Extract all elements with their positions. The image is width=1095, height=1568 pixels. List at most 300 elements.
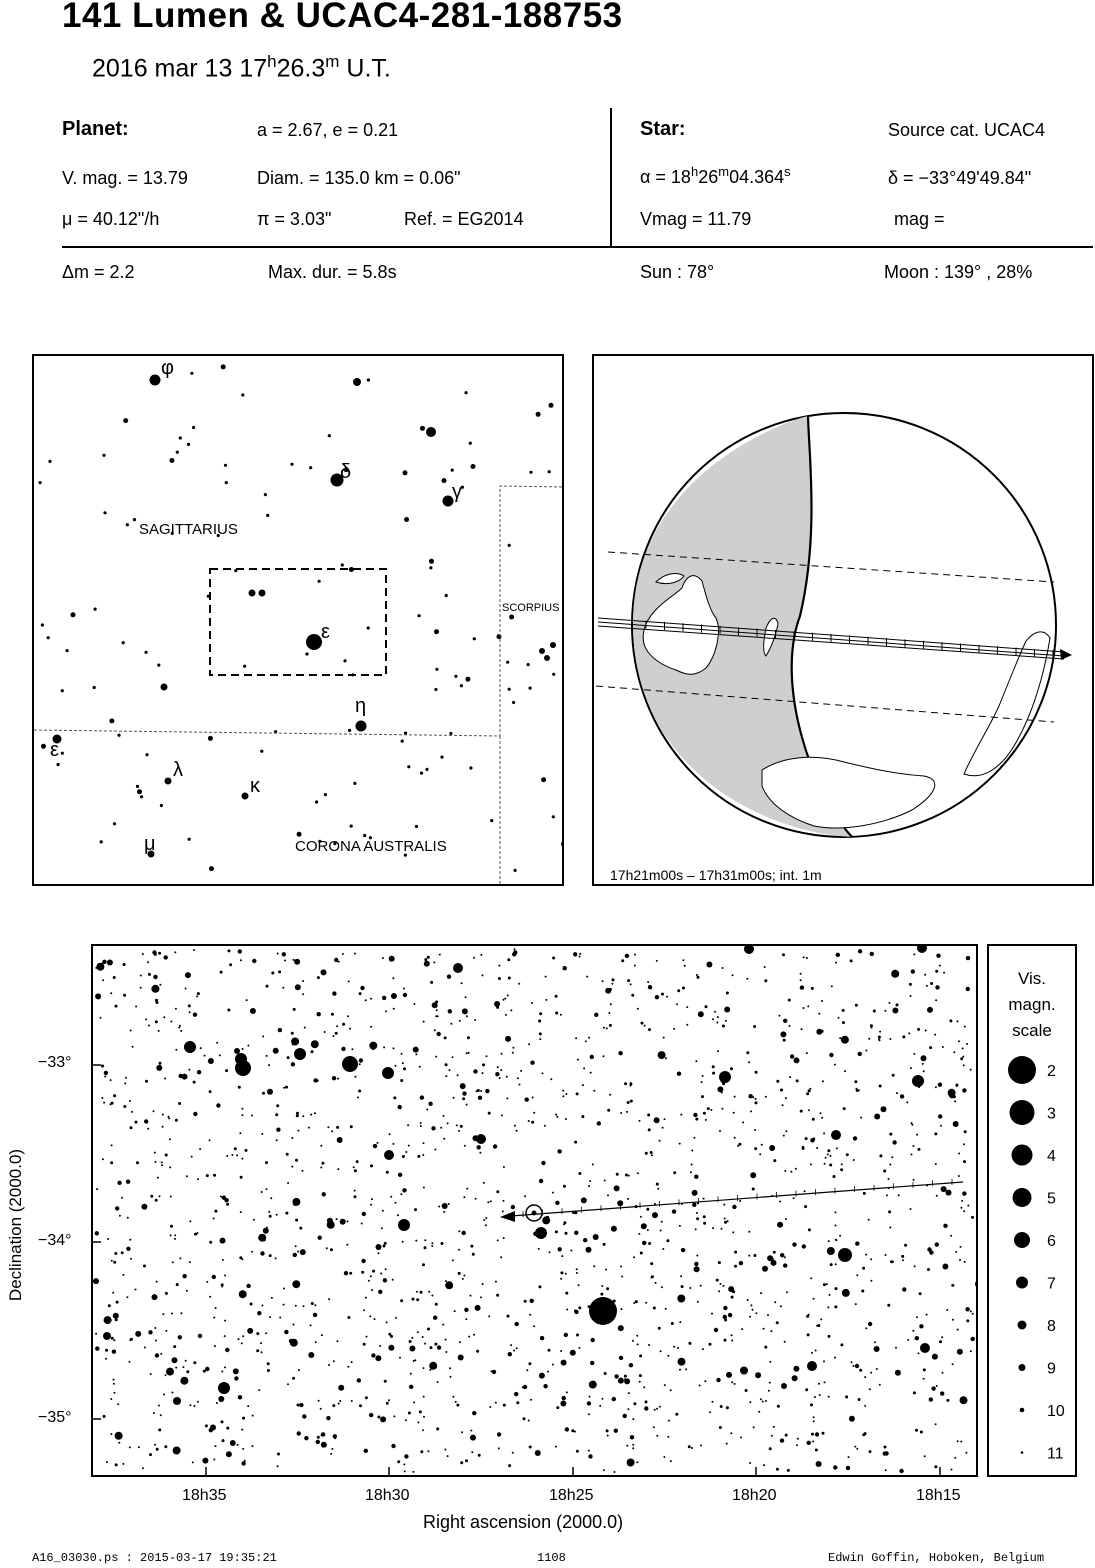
field-star — [859, 1369, 862, 1372]
finder-star — [100, 840, 103, 843]
field-star — [434, 1029, 436, 1031]
field-star — [422, 1263, 425, 1266]
field-star — [654, 1409, 656, 1411]
legend-dot-mag-11 — [1021, 1451, 1024, 1454]
field-star — [841, 1163, 843, 1165]
field-star — [498, 965, 500, 967]
finder-star — [208, 736, 213, 741]
field-star — [153, 1110, 155, 1112]
field-star — [581, 1115, 584, 1118]
field-star — [180, 1030, 182, 1032]
field-star — [918, 1086, 920, 1088]
field-star — [445, 1063, 448, 1066]
field-star — [420, 1122, 422, 1124]
field-star — [308, 1352, 314, 1358]
field-star — [437, 1381, 439, 1383]
finder-star — [348, 729, 351, 732]
field-star — [886, 1194, 888, 1196]
field-star — [664, 1384, 666, 1386]
field-star — [661, 993, 664, 996]
field-star — [380, 1273, 382, 1275]
field-star — [790, 1171, 792, 1173]
field-star — [353, 1166, 355, 1168]
finder-star — [465, 677, 470, 682]
field-star — [160, 1353, 162, 1355]
field-star — [571, 1429, 574, 1432]
field-star — [213, 1174, 216, 1177]
field-star — [209, 1139, 211, 1141]
field-star — [224, 1320, 226, 1322]
field-star — [865, 1327, 867, 1329]
field-star — [196, 995, 198, 997]
field-star — [471, 1451, 473, 1453]
field-star — [340, 1219, 346, 1225]
field-star — [578, 1172, 581, 1175]
field-star — [846, 1397, 848, 1399]
field-star — [182, 1074, 188, 1080]
field-star — [626, 1445, 628, 1447]
field-star — [793, 1197, 795, 1199]
field-star — [245, 1149, 248, 1152]
field-star — [966, 1319, 969, 1322]
field-star — [266, 1055, 268, 1057]
finder-star — [48, 460, 51, 463]
field-star — [590, 1361, 594, 1365]
field-star — [344, 1271, 348, 1275]
field-star — [667, 1355, 669, 1357]
field-star — [258, 1234, 266, 1242]
finder-star — [145, 753, 148, 756]
field-star — [694, 1266, 700, 1272]
field-star — [648, 985, 652, 989]
field-star — [940, 1125, 942, 1127]
field-star — [169, 1138, 171, 1140]
field-star — [901, 1255, 904, 1258]
field-star — [639, 1120, 641, 1122]
x-tick-18h20: 18h20 — [732, 1487, 777, 1504]
field-star — [176, 1283, 179, 1286]
field-star — [336, 1218, 338, 1220]
field-star — [538, 1020, 541, 1023]
field-star — [145, 1018, 147, 1020]
finder-star — [508, 544, 511, 547]
field-star — [443, 1211, 445, 1213]
field-star — [555, 1446, 557, 1448]
field-star — [975, 1280, 976, 1288]
field-star — [721, 1079, 725, 1083]
finder-star — [353, 378, 361, 386]
field-star — [783, 1135, 785, 1137]
field-star — [174, 1234, 176, 1236]
globe-panel — [592, 354, 1094, 886]
field-star — [424, 961, 430, 967]
field-star — [686, 1006, 688, 1008]
finder-star — [140, 795, 143, 798]
field-star — [607, 1109, 610, 1112]
field-star — [560, 1278, 562, 1280]
field-star — [648, 1028, 651, 1031]
field-star — [964, 1130, 967, 1133]
field-star — [268, 1211, 270, 1213]
field-star — [442, 1203, 448, 1209]
field-star — [422, 1429, 424, 1431]
field-star — [717, 1016, 719, 1018]
field-star — [946, 1190, 952, 1196]
field-star — [321, 969, 327, 975]
field-star — [911, 1124, 913, 1126]
field-star — [634, 954, 636, 956]
field-star — [423, 1142, 425, 1144]
field-star — [238, 1395, 242, 1399]
field-star — [216, 1103, 220, 1107]
greek-label-kappa: κ — [250, 775, 260, 797]
field-star — [513, 950, 517, 954]
field-star — [148, 973, 151, 976]
field-star — [935, 1086, 937, 1088]
field-star — [470, 1295, 472, 1297]
field-star — [780, 1031, 786, 1037]
field-star — [955, 1084, 958, 1087]
field-star — [589, 1396, 591, 1398]
field-star — [518, 983, 520, 985]
legend-dot-mag-5 — [1013, 1188, 1032, 1207]
field-star — [445, 1281, 453, 1289]
field-star — [433, 1316, 437, 1320]
field-star — [185, 972, 191, 978]
finder-star — [209, 866, 214, 871]
field-star — [881, 1106, 887, 1112]
constellation-sagittarius: SAGITTARIUS — [139, 521, 238, 538]
field-star — [630, 983, 632, 985]
field-star — [444, 1449, 446, 1451]
field-star — [733, 1112, 735, 1114]
field-star — [694, 1175, 698, 1179]
field-star — [576, 1092, 579, 1095]
field-star — [359, 992, 362, 995]
field-star — [470, 1245, 473, 1248]
field-star — [721, 1108, 723, 1110]
field-star — [291, 1166, 293, 1168]
field-star — [808, 1109, 810, 1111]
field-star — [552, 957, 555, 960]
field-star — [695, 1228, 697, 1230]
field-star — [631, 994, 634, 997]
greek-label-epsilon: ε — [321, 621, 330, 643]
legend-label-mag-8: 8 — [1047, 1318, 1056, 1335]
field-star — [285, 1212, 288, 1215]
field-star — [800, 973, 802, 975]
field-star — [806, 1315, 809, 1318]
field-star — [712, 1227, 714, 1229]
field-star — [241, 1108, 243, 1110]
field-star — [560, 1014, 562, 1016]
field-star — [810, 1163, 812, 1165]
finder-star — [109, 718, 114, 723]
field-star — [197, 992, 200, 995]
field-star — [851, 1361, 853, 1363]
field-star — [391, 993, 397, 999]
field-star — [650, 1262, 653, 1265]
field-star — [380, 1416, 386, 1422]
field-star — [935, 985, 939, 989]
finder-star — [57, 763, 60, 766]
field-star — [141, 1204, 147, 1210]
field-star — [656, 1408, 658, 1410]
finder-star — [224, 464, 227, 467]
field-star — [951, 1284, 954, 1287]
field-star — [804, 1190, 806, 1192]
field-star — [273, 1048, 279, 1054]
field-star — [391, 1444, 395, 1448]
field-star — [773, 1426, 775, 1428]
field-star — [449, 1367, 451, 1369]
field-star — [601, 1285, 603, 1287]
field-star — [189, 1220, 191, 1222]
field-star — [768, 1390, 770, 1392]
field-star — [753, 1426, 755, 1428]
field-star — [356, 1160, 359, 1163]
field-star — [785, 1097, 787, 1099]
field-star — [375, 1355, 381, 1361]
field-star — [685, 1368, 687, 1370]
y-tick-35: −35° — [38, 1409, 72, 1426]
field-star — [574, 1431, 576, 1433]
field-star — [224, 1275, 226, 1277]
field-star — [835, 1239, 837, 1241]
finder-star — [137, 789, 142, 794]
field-star — [556, 1116, 558, 1118]
field-star — [103, 1415, 106, 1418]
field-star — [754, 1129, 756, 1131]
field-star — [442, 1324, 444, 1326]
field-star — [793, 1366, 799, 1372]
field-star — [616, 1173, 619, 1176]
finder-star — [469, 766, 472, 769]
field-star — [478, 1454, 481, 1457]
field-star — [308, 1127, 310, 1129]
finder-star — [451, 469, 454, 472]
field-star — [437, 1015, 439, 1017]
field-star — [278, 1028, 282, 1032]
field-star — [115, 1206, 119, 1210]
field-star — [317, 1436, 320, 1439]
field-star — [403, 1067, 406, 1070]
field-star — [783, 1019, 787, 1023]
field-star — [765, 1096, 767, 1098]
field-star — [810, 1403, 813, 1406]
field-star — [706, 962, 712, 968]
field-star — [382, 957, 384, 959]
field-star — [140, 975, 142, 977]
field-star — [170, 1196, 172, 1198]
finder-star — [544, 655, 550, 661]
field-star — [389, 956, 395, 962]
field-star — [929, 1046, 932, 1049]
field-star — [779, 1201, 781, 1203]
field-star — [400, 1079, 403, 1082]
field-star — [235, 1053, 247, 1065]
field-star — [361, 1223, 363, 1225]
field-star — [131, 1111, 133, 1113]
legend-dot-mag-8 — [1018, 1321, 1027, 1330]
field-star — [750, 1172, 756, 1178]
field-star — [665, 1057, 667, 1059]
field-star — [378, 1252, 380, 1254]
finder-star — [306, 634, 322, 650]
field-star — [320, 1167, 322, 1169]
field-star — [926, 1314, 928, 1316]
field-star — [574, 1231, 578, 1235]
finder-star — [94, 608, 97, 611]
field-star — [966, 1043, 968, 1045]
footer-author: Edwin Goffin, Hoboken, Belgium — [828, 1551, 1045, 1565]
field-star — [461, 982, 463, 984]
finder-star — [343, 659, 346, 662]
field-star — [149, 1453, 152, 1456]
field-star — [464, 1145, 466, 1147]
field-star — [712, 1065, 715, 1068]
finder-star — [61, 752, 64, 755]
field-star — [528, 1362, 531, 1365]
field-star — [445, 1351, 447, 1353]
field-star — [641, 1223, 647, 1229]
field-star — [935, 999, 937, 1001]
legend-label-mag-2: 2 — [1047, 1063, 1056, 1080]
field-star — [693, 1137, 695, 1139]
field-star — [691, 1447, 693, 1449]
field-star — [796, 1079, 799, 1082]
field-star — [486, 1055, 488, 1057]
field-star — [606, 1027, 608, 1029]
field-star — [853, 1365, 855, 1367]
legend-items — [1008, 1056, 1065, 1463]
field-star — [542, 1072, 544, 1074]
field-star — [384, 1150, 394, 1160]
field-star — [637, 1172, 639, 1174]
field-star — [603, 1027, 605, 1029]
field-star — [483, 1219, 485, 1221]
field-star — [213, 1459, 215, 1461]
field-star — [237, 1444, 239, 1446]
legend-label-mag-11: 11 — [1047, 1445, 1064, 1463]
field-star — [333, 1434, 337, 1438]
field-star — [731, 1334, 733, 1336]
field-star — [433, 961, 435, 963]
field-star — [579, 953, 581, 955]
field-star — [374, 1318, 376, 1320]
field-star — [856, 1089, 859, 1092]
planet-heading: Planet: — [62, 118, 129, 140]
field-star — [220, 1196, 222, 1198]
field-star — [816, 1325, 818, 1327]
field-star — [606, 1287, 609, 1290]
field-star — [424, 1239, 426, 1241]
field-star — [931, 1386, 935, 1390]
field-star — [827, 1247, 835, 1255]
field-star — [647, 1114, 650, 1117]
field-star — [228, 949, 231, 952]
finder-star — [445, 594, 448, 597]
finder-star — [187, 443, 190, 446]
field-star — [883, 1451, 887, 1455]
field-star — [393, 1415, 395, 1417]
field-star — [310, 1324, 312, 1326]
field-star — [645, 1400, 648, 1403]
field-star — [416, 1298, 419, 1301]
field-star — [265, 1332, 267, 1334]
field-star — [150, 1373, 152, 1375]
field-star — [498, 1447, 500, 1449]
finder-chart — [32, 354, 564, 886]
field-star — [740, 1367, 748, 1375]
field-star — [812, 1441, 814, 1443]
header-rule — [62, 246, 1093, 248]
field-star — [436, 1427, 439, 1430]
field-star — [920, 1431, 923, 1434]
field-star — [805, 1137, 808, 1140]
field-star — [358, 1090, 361, 1093]
field-star — [445, 1339, 447, 1341]
field-star — [842, 1009, 845, 1012]
field-star — [415, 1053, 417, 1055]
field-star — [816, 1461, 822, 1467]
sun-elongation: Sun : 78° — [640, 262, 715, 282]
field-star — [287, 1056, 290, 1059]
field-star — [582, 1084, 584, 1086]
field-star — [770, 1330, 772, 1332]
field-star — [220, 1238, 226, 1244]
finder-star — [123, 418, 128, 423]
field-star — [466, 1015, 468, 1017]
field-star — [447, 1122, 449, 1124]
finder-star — [150, 375, 161, 386]
field-star — [153, 975, 157, 979]
field-star — [441, 1242, 444, 1245]
field-star — [826, 1283, 828, 1285]
field-star — [240, 1176, 243, 1179]
field-star — [885, 1469, 887, 1471]
field-star — [552, 1364, 554, 1366]
field-star — [226, 1155, 228, 1157]
field-star — [213, 1218, 215, 1220]
field-star — [639, 1374, 642, 1377]
field-star — [351, 1361, 353, 1363]
field-star — [465, 1459, 468, 1462]
field-star — [496, 1294, 499, 1297]
field-star — [419, 1066, 421, 1068]
field-star — [618, 1378, 624, 1384]
field-star — [701, 1081, 703, 1083]
field-star — [659, 1406, 661, 1408]
field-star — [949, 1019, 952, 1022]
field-star — [840, 1168, 843, 1171]
field-star — [855, 1004, 858, 1007]
field-star — [460, 1461, 463, 1464]
field-star — [193, 1013, 197, 1017]
field-star — [404, 1470, 406, 1472]
field-star — [680, 1114, 682, 1116]
field-star — [113, 976, 116, 979]
field-star — [226, 1451, 232, 1457]
field-star — [910, 1067, 912, 1069]
field-star — [437, 1345, 441, 1349]
field-star — [759, 1153, 761, 1155]
field-star — [780, 1253, 784, 1257]
field-star — [705, 1119, 707, 1121]
field-star — [748, 1061, 750, 1063]
field-star — [182, 1274, 186, 1278]
field-star — [800, 985, 804, 989]
